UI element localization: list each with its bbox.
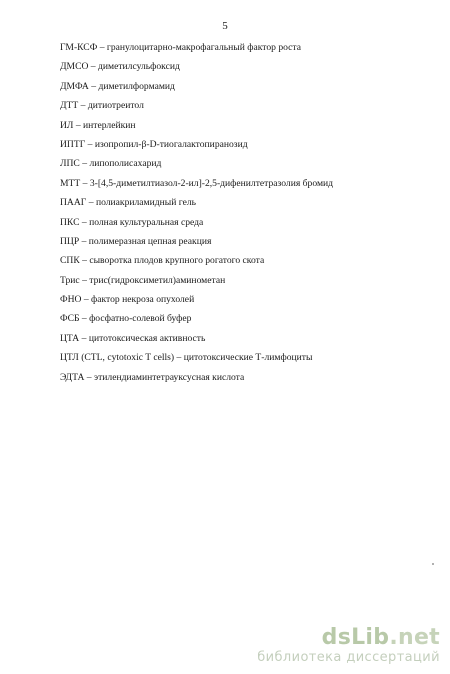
abbreviation-definition: изопропил-β-D-тиогалактопиранозид [94,138,248,150]
abbreviation-item [60,154,410,173]
abbreviation-separator: – [84,371,94,383]
abbreviation-separator: – [86,197,96,209]
watermark[interactable] [257,626,440,666]
abbreviation-item [60,271,410,290]
abbreviation-separator: – [78,100,88,112]
abbreviation-term: ФСБ [60,313,80,325]
abbreviation-term: ИЛ [60,119,74,131]
abbreviation-item [60,251,410,270]
abbreviation-separator: – [88,61,98,73]
abbreviation-item [60,96,410,115]
abbreviation-definition: липополисахарид [89,158,162,170]
abbreviation-separator: – [79,313,90,325]
abbreviation-term: СПК [60,255,80,267]
watermark-logo [257,626,440,650]
abbreviation-separator: – [88,80,99,92]
abbreviation-list [60,38,410,387]
abbreviation-term: ФНО [60,294,82,306]
watermark-subtitle: библиотека диссертаций [257,650,440,665]
abbreviation-term: ДТТ [60,100,79,112]
abbreviation-separator: – [79,332,89,344]
abbreviation-separator: – [97,42,107,53]
abbreviation-item [60,38,410,57]
abbreviation-term: Трис [60,274,80,286]
abbreviation-item [60,290,410,309]
abbreviation-term: ПЦР [60,235,80,247]
abbreviation-definition: цитотоксические Т-лимфоциты [183,352,313,364]
abbreviation-item [60,213,410,232]
abbreviation-item [60,329,410,348]
abbreviation-item [60,135,410,154]
scan-speck [432,563,434,565]
abbreviation-term: ПААГ [60,197,87,209]
abbreviation-separator: – [85,138,95,150]
abbreviation-definition: полимеразная цепная реакция [88,235,212,247]
abbreviation-separator: – [81,294,92,306]
abbreviation-item [60,57,410,76]
abbreviation-term: ЦТА [60,332,80,344]
abbreviation-definition: сыворотка плодов крупного рогатого скота [89,255,265,267]
abbreviation-separator: – [79,158,90,170]
abbreviation-definition: полная культуральная среда [89,216,204,228]
abbreviation-definition: этилендиаминтетрауксусная кислота [93,371,245,383]
abbreviation-item [60,77,410,96]
watermark-logo-tld: .net [389,625,440,650]
abbreviation-definition: 3-[4,5-диметилтиазол-2-ил]-2,5-дифенилтетразолия бромид [89,177,334,189]
abbreviation-term: ДМСО [60,61,89,73]
abbreviation-term: МТТ [60,177,81,189]
abbreviation-definition: диметилсульфоксид [98,61,180,73]
abbreviation-item [60,232,410,251]
abbreviation-definition: интерлейкин [83,119,136,131]
abbreviation-item [60,193,410,212]
abbreviation-separator: – [79,216,90,228]
abbreviation-separator: – [80,177,90,189]
abbreviation-definition: полиакриламидный гель [95,197,196,209]
abbreviation-item [60,368,410,387]
abbreviation-definition: фосфатно-солевой буфер [89,313,192,325]
abbreviation-separator: – [79,255,90,267]
abbreviation-separator: – [79,274,90,286]
abbreviation-definition: фактор некроза опухолей [91,294,195,306]
abbreviation-term: ЛПС [60,158,80,170]
abbreviation-term: ПКС [60,216,80,228]
abbreviation-separator: – [79,235,89,247]
abbreviation-definition: дитиотреитол [87,100,144,112]
abbreviation-separator: – [174,352,184,364]
abbreviation-item [60,174,410,193]
abbreviation-definition: гранулоцитарно-макрофагальный фактор роста [106,42,302,53]
abbreviation-separator: – [73,119,84,131]
abbreviation-item [60,116,410,135]
abbreviation-term: ИПТГ [60,138,86,150]
abbreviation-term: ЭДТА [60,371,85,383]
abbreviation-term: ДМФА [60,80,89,92]
abbreviation-term: ГМ-КСФ [60,42,98,53]
watermark-logo-main: dsLib [321,625,390,650]
abbreviation-definition: цитотоксическая активность [88,332,206,344]
abbreviation-item [60,348,410,367]
abbreviation-term: ЦТЛ (CTL, cytotoxic T cells) [60,352,175,364]
abbreviation-definition: трис(гидроксиметил)аминометан [89,274,226,286]
abbreviation-definition: диметилформамид [98,80,175,92]
page-number: 5 [222,20,228,32]
abbreviation-item [60,309,410,328]
